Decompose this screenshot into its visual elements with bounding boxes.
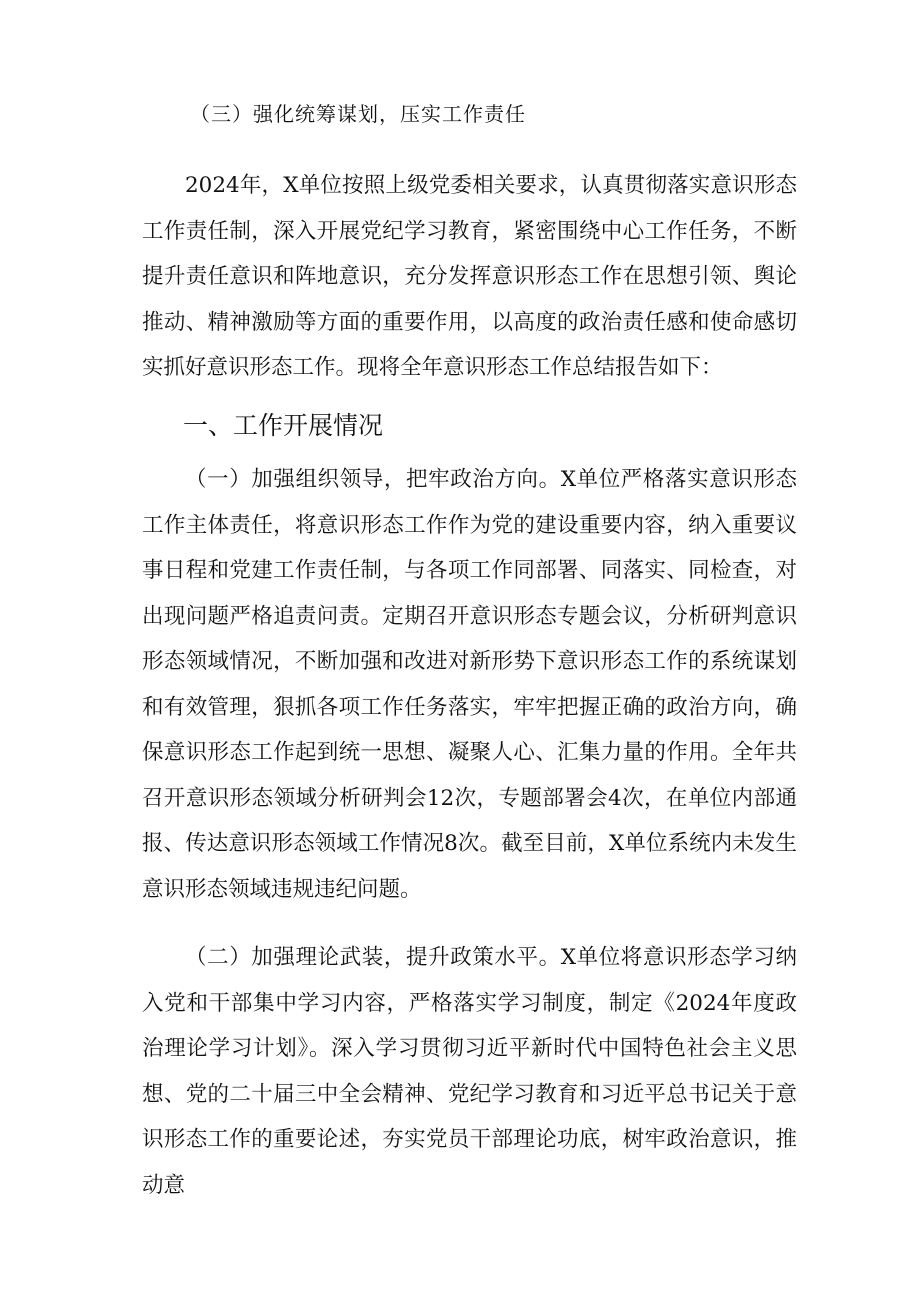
intro-paragraph: 2024年，X单位按照上级党委相关要求，认真贯彻落实意识形态工作责任制，深入开展党纪学习教育，紧密围绕中心工作任务，不断提升责任意识和阵地意识，充分发挥意识形态工作在思想引领、舆论推动、精神激励等方面的重要作用，以高度的政治责任感和使命感切实抓好意识形态工作。现将全年意识形态工作总结报告如下： <box>142 173 797 380</box>
section-title: 一、工作开展情况 <box>183 411 384 440</box>
subheading-top: （三）强化统筹谋划，压实工作责任 <box>190 102 526 126</box>
paragraph-theory-study: （二）加强理论武装，提升政策水平。X单位将意识形态学习纳入党和干部集中学习内容，严格落实学习制度，制定《2024年度政治理论学习计划》。深入学习贯彻习近平新时代中国特色社会主义思想、党的二十届三中全会精神、党纪学习教育和习近平总书记关于意识形态工作的重要论述，夯实党员干部理论功底，树牢政治意识，推动意 <box>142 945 797 1198</box>
paragraph-organization-leadership: （一）加强组织领导，把牢政治方向。X单位严格落实意识形态工作主体责任，将意识形态工作作为党的建设重要内容，纳入重要议事日程和党建工作责任制，与各项工作同部署、同落实、同检查，对出现问题严格追责问责。定期召开意识形态专题会议，分析研判意识形态领域情况，不断加强和改进对新形势下意识形态工作的系统谋划和有效管理，狠抓各项工作任务落实，牢牢把握正确的政治方向，确保意识形态工作起到统一思想、凝聚人心、汇集力量的作用。全年共召开意识形态领域分析研判会12次，专题部署会4次，在单位内部通报、传达意识形态领域工作情况8次。截至目前，X单位系统内未发生意识形态领域违规违纪问题。 <box>142 467 797 902</box>
